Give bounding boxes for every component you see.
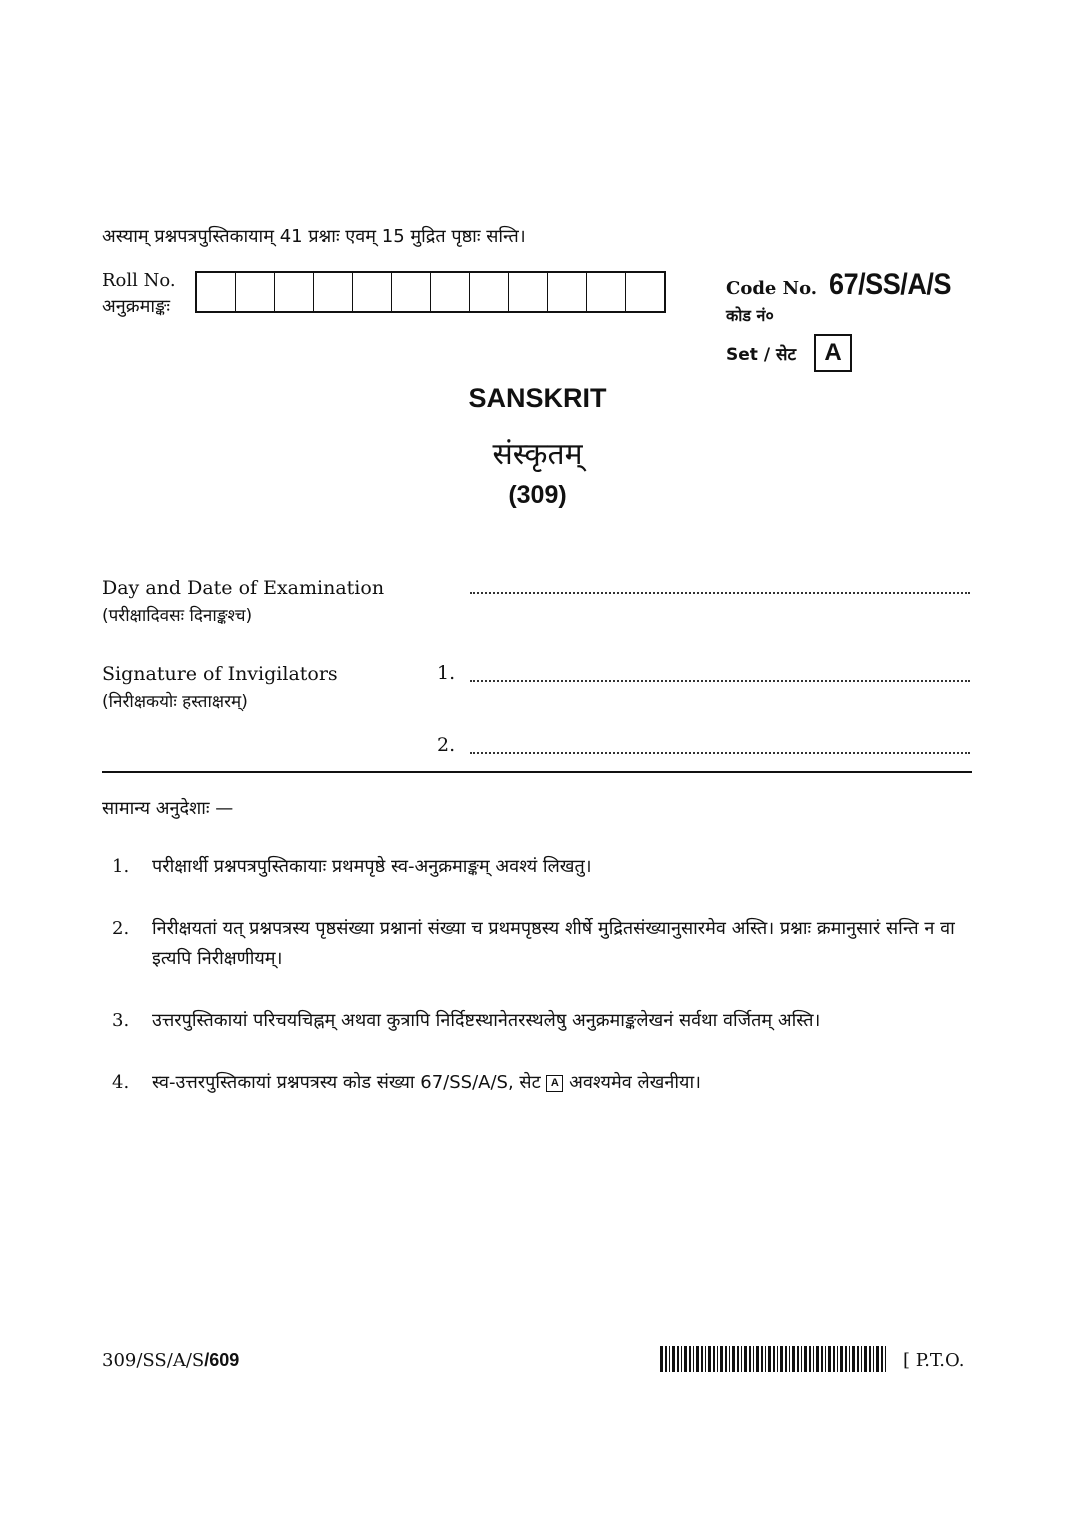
- barcode-icon: [660, 1346, 888, 1372]
- exam-date-label: [102, 574, 384, 630]
- code-label: Code No.: [726, 278, 818, 299]
- instruction-number: 3.: [112, 1010, 130, 1031]
- invigilator-label-english: Signature of Invigilators: [102, 663, 338, 685]
- footer-paper-code: [102, 1350, 239, 1371]
- exam-date-field[interactable]: [470, 592, 970, 594]
- invigilator-1-field[interactable]: [470, 680, 970, 682]
- instructions-heading: सामान्य अनुदेशाः —: [102, 798, 234, 819]
- footer-code-prefix: 309/SS/A/S: [102, 1350, 205, 1371]
- invigilator-2-number: 2.: [437, 734, 456, 756]
- roll-number-boxes[interactable]: [195, 271, 666, 313]
- roll-digit-box[interactable]: [509, 273, 548, 311]
- roll-label-hindi: अनुक्रमाङ्कः: [102, 296, 171, 317]
- page-count-note: अस्याम् प्रश्नपत्रपुस्तिकायाम् 41 प्रश्नाः एवम् 15 मुद्रित पृष्ठाः सन्ति।: [102, 226, 526, 247]
- roll-digit-box[interactable]: [236, 273, 275, 311]
- roll-digit-box[interactable]: [548, 273, 587, 311]
- code-value: 67/SS/A/S: [829, 268, 952, 301]
- section-divider: [102, 771, 972, 773]
- instruction-text-before: स्व-उत्तरपुस्तिकायां प्रश्नपत्रस्य कोड संख्या 67/SS/A/S, सेट: [152, 1072, 541, 1093]
- roll-digit-box[interactable]: [353, 273, 392, 311]
- set-box: A: [814, 334, 852, 372]
- invigilator-label-hindi: (निरीक्षकयोः हस्ताक्षरम्): [102, 692, 248, 712]
- invigilator-1-number: 1.: [437, 662, 456, 684]
- exam-date-label-english: Day and Date of Examination: [102, 577, 385, 599]
- set-label: Set / सेट: [726, 344, 797, 365]
- exam-date-label-hindi: (परीक्षादिवसः दिनाङ्कश्च): [102, 606, 253, 626]
- roll-number-label: [102, 268, 176, 320]
- instruction-item: [112, 852, 974, 882]
- instruction-number: 2.: [112, 918, 130, 939]
- instruction-text: उत्तरपुस्तिकायां परिचयचिह्नम् अथवा कुत्रापि निर्दिष्टस्थानेतरस्थलेषु अनुक्रमाङ्कलेखनं सर्वथा वर्जितम् अस्ति।: [152, 1010, 821, 1031]
- instruction-number: 4.: [112, 1072, 130, 1093]
- roll-digit-box[interactable]: [314, 273, 353, 311]
- roll-label-english: Roll No.: [102, 270, 176, 291]
- roll-digit-box[interactable]: [275, 273, 314, 311]
- subject-code: (309): [508, 481, 567, 509]
- code-block: [726, 268, 965, 372]
- instruction-text: परीक्षार्थी प्रश्नपत्रपुस्तिकायाः प्रथमपृष्ठे स्व-अनुक्रमाङ्कम् अवश्यं लिखतु।: [152, 856, 592, 877]
- roll-digit-box[interactable]: [626, 273, 664, 311]
- roll-digit-box[interactable]: [392, 273, 431, 311]
- code-label-hindi: कोड नं०: [726, 306, 774, 325]
- instruction-item: [112, 1006, 974, 1036]
- instruction-text-after: अवश्यमेव लेखनीया।: [569, 1072, 701, 1093]
- subject-title-english: SANSKRIT: [468, 383, 607, 413]
- roll-digit-box[interactable]: [587, 273, 626, 311]
- subject-title-sanskrit: संस्कृतम्: [492, 437, 583, 472]
- instruction-text: [152, 1068, 974, 1098]
- footer-code-suffix: /609: [204, 1350, 240, 1370]
- instruction-item: [112, 914, 974, 974]
- invigilator-label: [102, 660, 338, 716]
- instruction-number: 1.: [112, 856, 130, 877]
- instruction-text: निरीक्षयतां यत् प्रश्नपत्रस्य पृष्ठसंख्या प्रश्नानां संख्या च प्रथमपृष्ठस्य शीर्षे मुद्रितसंख्यानुसारमेव अस्ति। प्रश्नाः क्रमानुसारं सन्ति न वा इत्यपि निरीक्षणीयम्।: [152, 918, 955, 969]
- instruction-item: [112, 1068, 974, 1098]
- roll-digit-box[interactable]: [431, 273, 470, 311]
- roll-digit-box[interactable]: [470, 273, 509, 311]
- roll-digit-box[interactable]: [197, 273, 236, 311]
- invigilator-2-field[interactable]: [470, 752, 970, 754]
- inline-set-box: A: [546, 1075, 563, 1092]
- pto-marker: [ P.T.O.: [903, 1350, 965, 1371]
